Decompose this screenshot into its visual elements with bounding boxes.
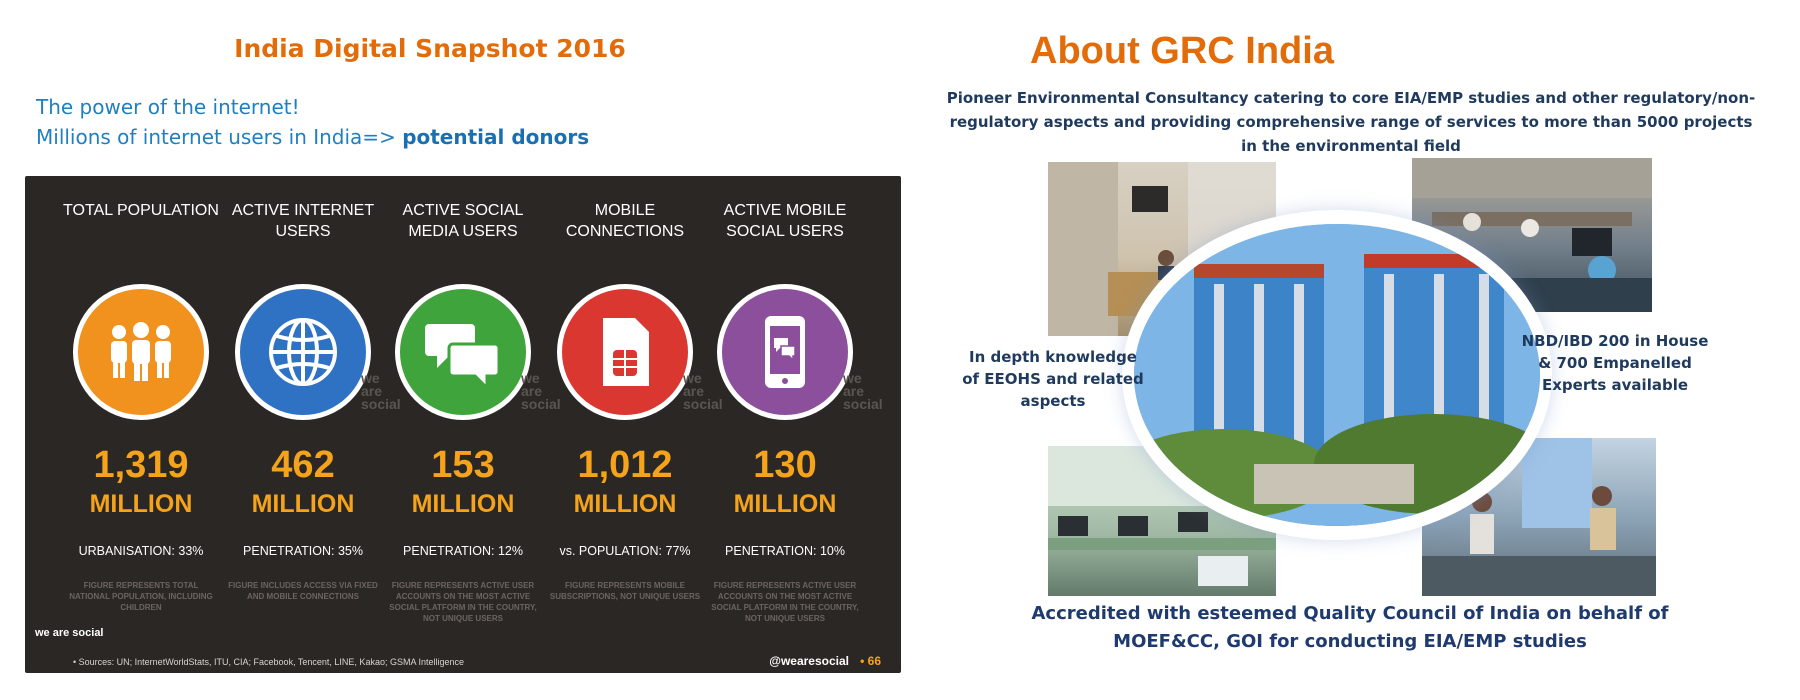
- stat-icon-circle: [73, 284, 209, 420]
- stat-detail: vs. POPULATION: 77%: [559, 544, 691, 558]
- intro-line-2-emphasis: potential donors: [402, 125, 590, 149]
- stat-title: ACTIVE SOCIAL MEDIA USERS: [402, 202, 524, 240]
- digital-snapshot-panel: [25, 176, 901, 673]
- stat-detail: PENETRATION: 12%: [403, 544, 523, 558]
- people-icon: [99, 310, 183, 394]
- stat-detail: PENETRATION: 10%: [725, 544, 845, 558]
- watermark-logo: we are social: [521, 370, 561, 412]
- stat-column-mobile-connections: [545, 176, 723, 673]
- stat-value: 1,319: [93, 444, 189, 486]
- intro-text: [36, 92, 589, 152]
- mobile-chat-icon: [743, 310, 827, 394]
- stat-footnote: FIGURE REPRESENTS ACTIVE USER ACCOUNTS ON THE MOST ACTIVE SOCIAL PLATFORM IN THE COUNTRY, NOT UNIQUE USERS: [711, 581, 859, 623]
- stat-title: ACTIVE MOBILE SOCIAL USERS: [723, 202, 847, 240]
- globe-icon: [261, 310, 345, 394]
- accreditation-note: Accredited with esteemed Quality Council of India on behalf of MOEF&CC, GOI for conducting EIA/EMP studies: [1031, 603, 1669, 652]
- stat-title: MOBILE CONNECTIONS: [565, 202, 685, 240]
- experts-note: NBD/IBD 200 in House & 700 Empanelled Experts available: [1521, 332, 1709, 394]
- stat-unit: MILLION: [411, 490, 515, 518]
- stat-value: 130: [753, 444, 817, 486]
- stat-column-internet-users: [223, 176, 401, 673]
- stat-title: ACTIVE INTERNET USERS: [231, 202, 375, 240]
- stat-icon-circle: [557, 284, 693, 420]
- stat-unit: MILLION: [573, 490, 677, 518]
- stat-icon-circle: [717, 284, 853, 420]
- sim-card-icon: [583, 310, 667, 394]
- we-are-social-logo: we are social: [35, 627, 104, 639]
- stat-value: 462: [271, 444, 335, 486]
- stat-icon-circle: [395, 284, 531, 420]
- stat-unit: MILLION: [89, 490, 193, 518]
- company-description: Pioneer Environmental Consultancy catering to core EIA/EMP studies and other regulatory/non-regulatory aspects and providing comprehensive range of services to more than 5000 projects in the environmental field: [946, 89, 1756, 155]
- stat-value: 153: [431, 444, 495, 486]
- stat-title: TOTAL POPULATION: [63, 202, 219, 219]
- stat-footnote: FIGURE REPRESENTS MOBILE SUBSCRIPTIONS, NOT UNIQUE USERS: [549, 581, 701, 601]
- stat-unit: MILLION: [251, 490, 355, 518]
- intro-line-2-prefix: Millions of internet users in India=>: [36, 125, 403, 149]
- stat-value: 1,012: [577, 444, 673, 486]
- page-number: • 66: [860, 654, 881, 668]
- stat-detail: URBANISATION: 33%: [78, 544, 204, 558]
- expertise-note: In depth knowledge of EEOHS and related aspects: [962, 348, 1144, 410]
- stat-detail: PENETRATION: 35%: [243, 544, 363, 558]
- stat-column-total-population: [61, 176, 221, 673]
- stat-column-social-media-users: [383, 176, 561, 673]
- stat-unit: MILLION: [733, 490, 837, 518]
- right-slide-title: About GRC India: [1030, 30, 1334, 72]
- watermark-logo: we are social: [843, 370, 883, 412]
- stat-footnote: FIGURE INCLUDES ACCESS VIA FIXED AND MOBILE CONNECTIONS: [228, 581, 378, 601]
- sources-line: • Sources: UN; InternetWorldStats, ITU, CIA; Facebook, Tencent, LINE, Kakao; GSMA Intelligence: [73, 657, 464, 667]
- stat-icon-circle: [235, 284, 371, 420]
- stat-footnote: FIGURE REPRESENTS TOTAL NATIONAL POPULATION, INCLUDING CHILDREN: [69, 581, 213, 612]
- left-slide-title: India Digital Snapshot 2016: [234, 34, 626, 63]
- intro-line-1: The power of the internet!: [36, 95, 300, 119]
- intro-line-2: [36, 122, 589, 152]
- chat-bubbles-icon: [421, 310, 505, 394]
- watermark-logo: we are social: [361, 370, 401, 412]
- watermark-logo: we are social: [683, 370, 723, 412]
- stat-footnote: FIGURE REPRESENTS ACTIVE USER ACCOUNTS ON THE MOST ACTIVE SOCIAL PLATFORM IN THE COUNTRY, NOT UNIQUE USERS: [389, 581, 537, 623]
- grc-building-photo: [1134, 224, 1540, 526]
- social-handle: @wearesocial: [769, 654, 849, 668]
